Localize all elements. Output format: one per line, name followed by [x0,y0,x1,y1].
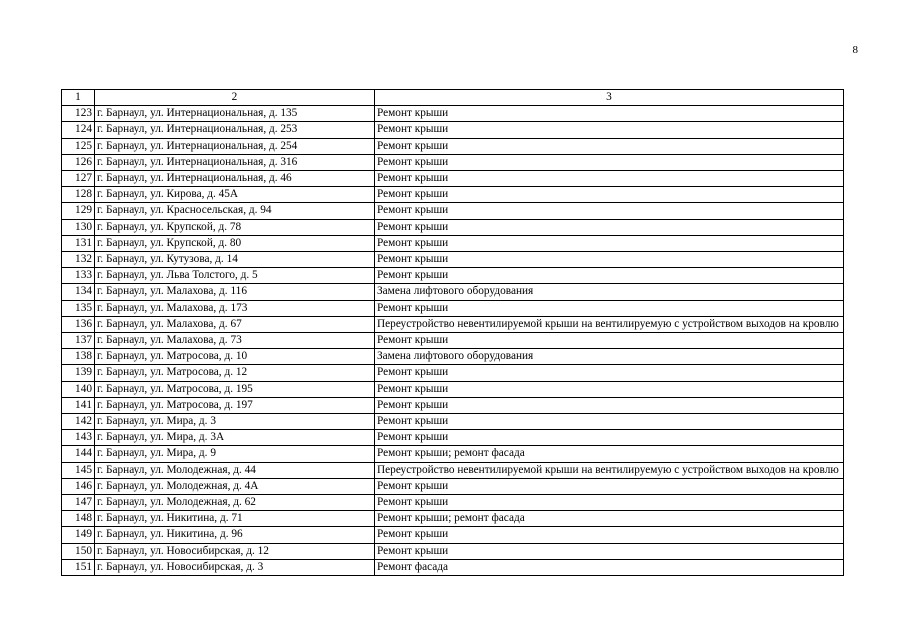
address-cell: г. Барнаул, ул. Малахова, д. 116 [95,284,375,300]
row-number-cell: 150 [62,543,95,559]
row-number-cell: 128 [62,187,95,203]
work-type-cell: Ремонт крыши [375,381,844,397]
table-row [62,316,844,332]
address-cell: г. Барнаул, ул. Никитина, д. 96 [95,527,375,543]
table-row [62,235,844,251]
work-type-cell: Ремонт крыши [375,122,844,138]
work-type-cell: Ремонт крыши [375,300,844,316]
repair-register-table [61,89,844,576]
work-type-cell: Ремонт крыши [375,203,844,219]
work-type-cell: Ремонт крыши [375,527,844,543]
row-number-cell: 123 [62,106,95,122]
address-cell: г. Барнаул, ул. Интернациональная, д. 135 [95,106,375,122]
page-number: 8 [852,44,858,56]
table-row [62,365,844,381]
table-row [62,106,844,122]
address-cell: г. Барнаул, ул. Матросова, д. 197 [95,397,375,413]
address-cell: г. Барнаул, ул. Мира, д. 3А [95,430,375,446]
work-type-cell: Ремонт крыши [375,333,844,349]
work-type-cell: Ремонт крыши [375,414,844,430]
address-cell: г. Барнаул, ул. Интернациональная, д. 253 [95,122,375,138]
address-cell: г. Барнаул, ул. Никитина, д. 71 [95,511,375,527]
row-number-cell: 139 [62,365,95,381]
address-cell: г. Барнаул, ул. Крупской, д. 80 [95,235,375,251]
address-cell: г. Барнаул, ул. Новосибирская, д. 3 [95,559,375,575]
address-cell: г. Барнаул, ул. Новосибирская, д. 12 [95,543,375,559]
row-number-cell: 144 [62,446,95,462]
row-number-cell: 126 [62,154,95,170]
table-header-row [62,90,844,106]
address-cell: г. Барнаул, ул. Красносельская, д. 94 [95,203,375,219]
work-type-cell: Ремонт крыши [375,252,844,268]
row-number-cell: 146 [62,478,95,494]
address-cell: г. Барнаул, ул. Интернациональная, д. 254 [95,138,375,154]
table-row [62,284,844,300]
address-cell: г. Барнаул, ул. Мира, д. 9 [95,446,375,462]
table-row [62,414,844,430]
row-number-cell: 132 [62,252,95,268]
table-row [62,219,844,235]
table-row [62,478,844,494]
table-row [62,430,844,446]
column-header-2: 2 [95,90,375,106]
table-row [62,511,844,527]
work-type-cell: Ремонт крыши [375,171,844,187]
table-row [62,268,844,284]
row-number-cell: 147 [62,495,95,511]
row-number-cell: 136 [62,316,95,332]
row-number-cell: 134 [62,284,95,300]
table-row [62,333,844,349]
table-row [62,446,844,462]
table-row [62,462,844,478]
address-cell: г. Барнаул, ул. Льва Толстого, д. 5 [95,268,375,284]
table-row [62,495,844,511]
table-row [62,381,844,397]
row-number-cell: 124 [62,122,95,138]
address-cell: г. Барнаул, ул. Малахова, д. 73 [95,333,375,349]
table-row [62,300,844,316]
address-cell: г. Барнаул, ул. Молодежная, д. 44 [95,462,375,478]
work-type-cell: Ремонт крыши [375,187,844,203]
table-row [62,252,844,268]
address-cell: г. Барнаул, ул. Малахова, д. 67 [95,316,375,332]
work-type-cell: Ремонт крыши [375,365,844,381]
work-type-cell: Ремонт крыши [375,543,844,559]
address-cell: г. Барнаул, ул. Матросова, д. 12 [95,365,375,381]
address-cell: г. Барнаул, ул. Молодежная, д. 62 [95,495,375,511]
table-body [62,90,844,576]
column-header-1: 1 [62,90,95,106]
work-type-cell: Ремонт крыши [375,478,844,494]
table-row [62,187,844,203]
table-row [62,203,844,219]
table-row [62,397,844,413]
row-number-cell: 148 [62,511,95,527]
row-number-cell: 140 [62,381,95,397]
row-number-cell: 129 [62,203,95,219]
table-row [62,122,844,138]
table-row [62,349,844,365]
row-number-cell: 149 [62,527,95,543]
address-cell: г. Барнаул, ул. Мира, д. 3 [95,414,375,430]
work-type-cell: Ремонт крыши [375,495,844,511]
work-type-cell: Ремонт крыши [375,219,844,235]
work-type-cell: Ремонт крыши [375,138,844,154]
row-number-cell: 142 [62,414,95,430]
work-type-cell: Замена лифтового оборудования [375,284,844,300]
address-cell: г. Барнаул, ул. Кирова, д. 45А [95,187,375,203]
row-number-cell: 141 [62,397,95,413]
table-row [62,171,844,187]
row-number-cell: 127 [62,171,95,187]
table-row [62,559,844,575]
work-type-cell: Замена лифтового оборудования [375,349,844,365]
work-type-cell: Ремонт крыши [375,268,844,284]
work-type-cell: Ремонт крыши [375,397,844,413]
work-type-cell: Ремонт крыши; ремонт фасада [375,511,844,527]
work-type-cell: Ремонт фасада [375,559,844,575]
row-number-cell: 133 [62,268,95,284]
address-cell: г. Барнаул, ул. Матросова, д. 195 [95,381,375,397]
address-cell: г. Барнаул, ул. Малахова, д. 173 [95,300,375,316]
row-number-cell: 137 [62,333,95,349]
work-type-cell: Ремонт крыши [375,430,844,446]
address-cell: г. Барнаул, ул. Интернациональная, д. 316 [95,154,375,170]
address-cell: г. Барнаул, ул. Молодежная, д. 4А [95,478,375,494]
address-cell: г. Барнаул, ул. Кутузова, д. 14 [95,252,375,268]
row-number-cell: 131 [62,235,95,251]
row-number-cell: 138 [62,349,95,365]
work-type-cell: Ремонт крыши [375,106,844,122]
table-row [62,543,844,559]
row-number-cell: 125 [62,138,95,154]
address-cell: г. Барнаул, ул. Крупской, д. 78 [95,219,375,235]
table-row [62,527,844,543]
work-type-cell: Ремонт крыши [375,154,844,170]
row-number-cell: 143 [62,430,95,446]
column-header-3: 3 [375,90,844,106]
work-type-cell: Переустройство невентилируемой крыши на вентилируемую с устройством выходов на кровлю [375,316,844,332]
row-number-cell: 151 [62,559,95,575]
row-number-cell: 145 [62,462,95,478]
work-type-cell: Ремонт крыши; ремонт фасада [375,446,844,462]
address-cell: г. Барнаул, ул. Интернациональная, д. 46 [95,171,375,187]
table-row [62,138,844,154]
row-number-cell: 135 [62,300,95,316]
work-type-cell: Переустройство невентилируемой крыши на вентилируемую с устройством выходов на кровлю [375,462,844,478]
work-type-cell: Ремонт крыши [375,235,844,251]
table-row [62,154,844,170]
address-cell: г. Барнаул, ул. Матросова, д. 10 [95,349,375,365]
row-number-cell: 130 [62,219,95,235]
